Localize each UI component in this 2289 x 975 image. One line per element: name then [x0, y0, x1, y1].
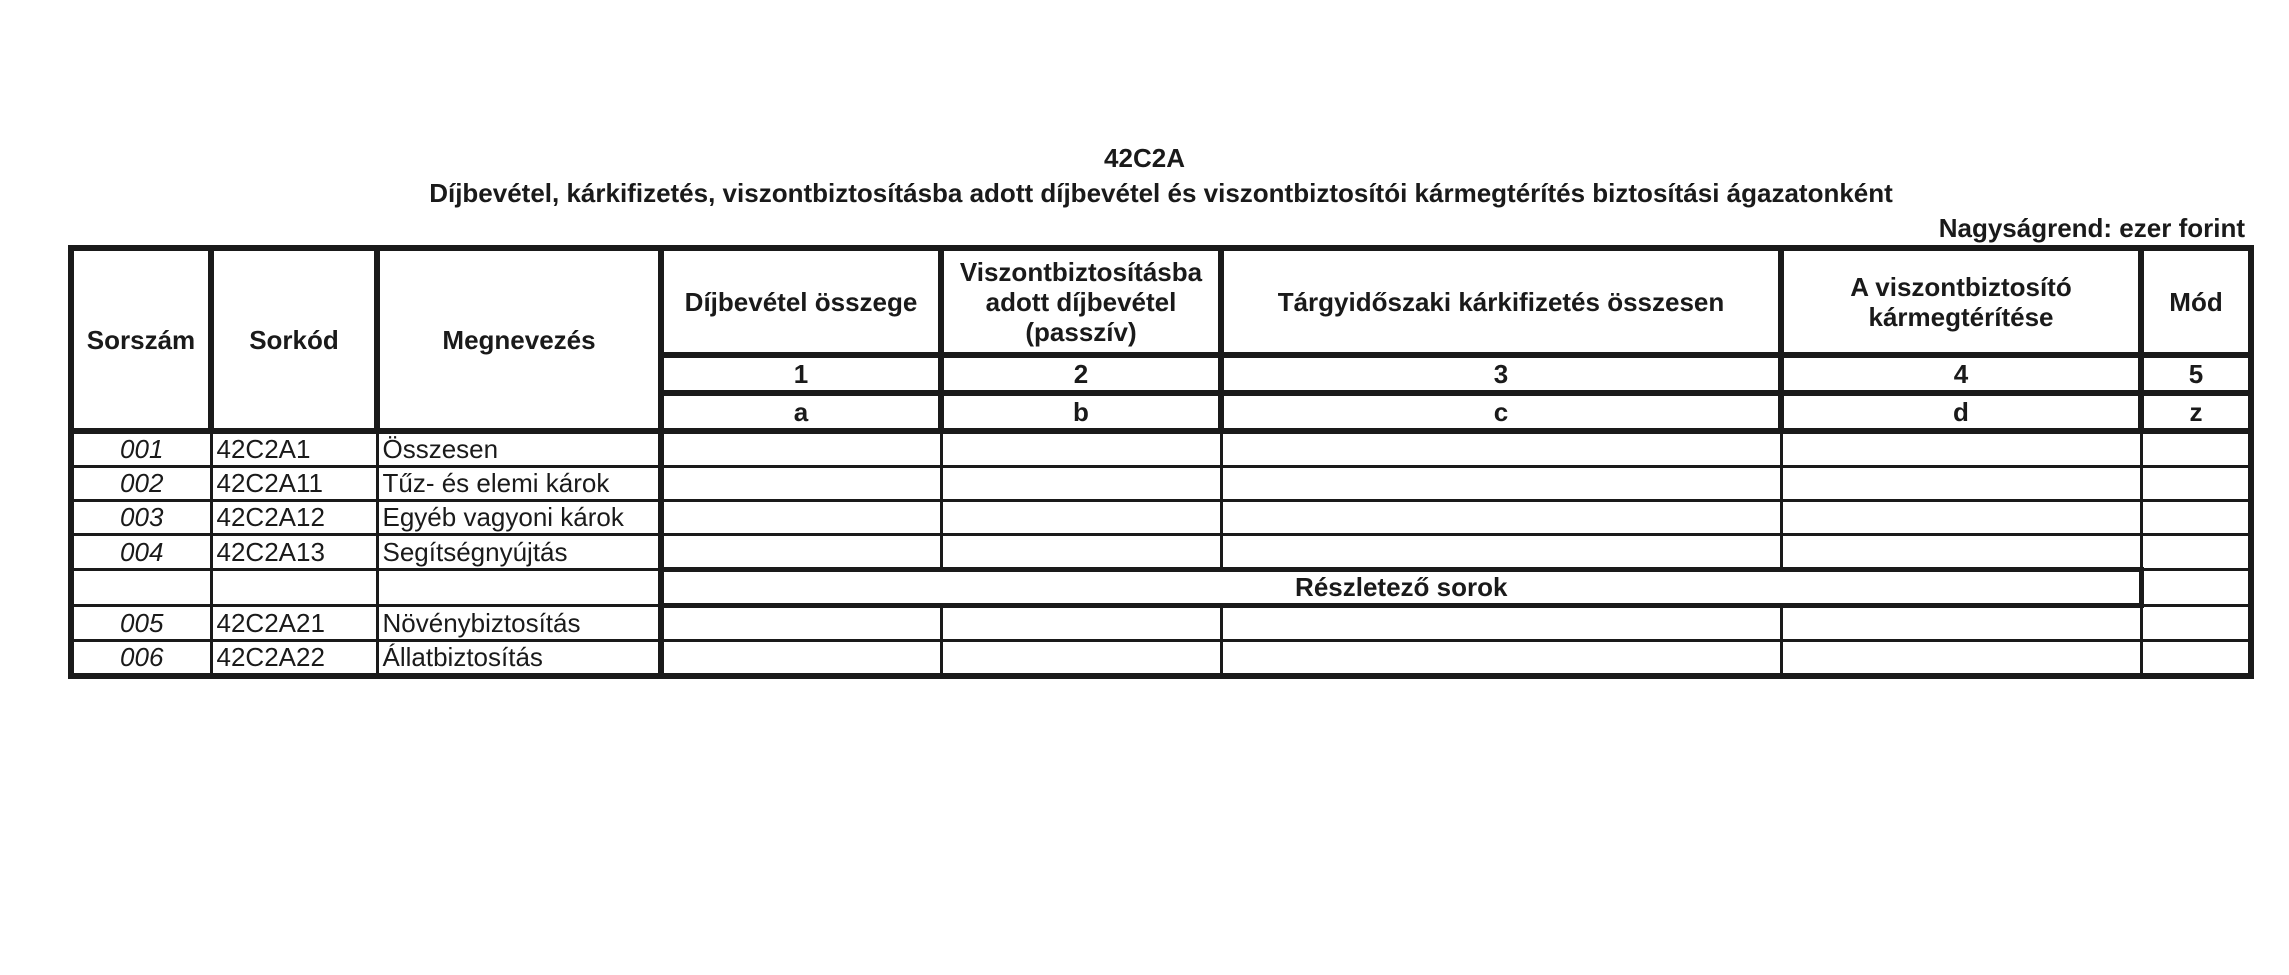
cell-col-a[interactable] [661, 431, 941, 467]
row-sorszam: 004 [71, 535, 211, 570]
detail-empty-megnevezes [377, 570, 661, 606]
form-code: 42C2A [1104, 143, 1185, 173]
row-sorszam: 005 [71, 606, 211, 641]
table-row [71, 501, 2251, 535]
header-col-d: A viszontbiztosító kármegtérítése [1781, 248, 2141, 355]
cell-col-d[interactable] [1781, 431, 2141, 467]
cell-col-z[interactable] [2141, 535, 2251, 570]
column-letter-b: b [941, 393, 1221, 431]
cell-col-c[interactable] [1221, 467, 1781, 501]
cell-col-z[interactable] [2141, 467, 2251, 501]
data-table [68, 245, 2254, 679]
column-letter-d: d [1781, 393, 2141, 431]
column-letter-a: a [661, 393, 941, 431]
row-megnevezes: Összesen [377, 431, 661, 467]
cell-col-b[interactable] [941, 535, 1221, 570]
row-sorszam: 002 [71, 467, 211, 501]
detail-empty-sorkod [211, 570, 377, 606]
detail-empty-sorszam [71, 570, 211, 606]
cell-col-d[interactable] [1781, 467, 2141, 501]
cell-col-z[interactable] [2141, 641, 2251, 677]
table-row [71, 641, 2251, 677]
row-megnevezes: Segítségnyújtás [377, 535, 661, 570]
cell-col-c[interactable] [1221, 501, 1781, 535]
cell-col-a[interactable] [661, 606, 941, 641]
cell-col-d[interactable] [1781, 501, 2141, 535]
row-sorkod: 42C2A21 [211, 606, 377, 641]
cell-col-a[interactable] [661, 501, 941, 535]
cell-col-c[interactable] [1221, 535, 1781, 570]
row-megnevezes: Tűz- és elemi károk [377, 467, 661, 501]
table-row [71, 467, 2251, 501]
cell-col-b[interactable] [941, 467, 1221, 501]
header-col-a: Díjbevétel összege [661, 248, 941, 355]
cell-col-b[interactable] [941, 501, 1221, 535]
cell-col-z[interactable] [2141, 501, 2251, 535]
detail-header-row [71, 570, 2251, 606]
header-sorkod: Sorkód [211, 248, 377, 431]
detail-empty-mod [2141, 570, 2251, 606]
cell-col-c[interactable] [1221, 641, 1781, 677]
column-letter-z: z [2141, 393, 2251, 431]
column-number-3: 3 [1221, 355, 1781, 393]
row-sorkod: 42C2A1 [211, 431, 377, 467]
row-sorkod: 42C2A22 [211, 641, 377, 677]
header-sorszam: Sorszám [71, 248, 211, 431]
cell-col-c[interactable] [1221, 431, 1781, 467]
cell-col-d[interactable] [1781, 641, 2141, 677]
row-sorszam: 001 [71, 431, 211, 467]
cell-col-d[interactable] [1781, 606, 2141, 641]
table-row [71, 431, 2251, 467]
row-sorkod: 42C2A11 [211, 467, 377, 501]
column-number-1: 1 [661, 355, 941, 393]
table-row [71, 535, 2251, 570]
table-row [71, 606, 2251, 641]
cell-col-d[interactable] [1781, 535, 2141, 570]
unit-note: Nagyságrend: ezer forint [1938, 213, 2245, 243]
column-number-4: 4 [1781, 355, 2141, 393]
row-megnevezes: Állatbiztosítás [377, 641, 661, 677]
column-letter-c: c [1221, 393, 1781, 431]
cell-col-z[interactable] [2141, 606, 2251, 641]
column-number-2: 2 [941, 355, 1221, 393]
header-col-b: Viszontbiztosításba adott díjbevétel (passzív) [941, 248, 1221, 355]
form-title: Díjbevétel, kárkifizetés, viszontbiztosításba adott díjbevétel és viszontbiztosítói kármegtérítés biztosítási ágazatonként [429, 178, 1893, 208]
header-col-z: Mód [2141, 248, 2251, 355]
cell-col-c[interactable] [1221, 606, 1781, 641]
row-megnevezes: Egyéb vagyoni károk [377, 501, 661, 535]
row-sorszam: 006 [71, 641, 211, 677]
row-megnevezes: Növénybiztosítás [377, 606, 661, 641]
row-sorkod: 42C2A12 [211, 501, 377, 535]
column-number-5: 5 [2141, 355, 2251, 393]
cell-col-b[interactable] [941, 606, 1221, 641]
header-megnevezes: Megnevezés [377, 248, 661, 431]
cell-col-a[interactable] [661, 535, 941, 570]
cell-col-b[interactable] [941, 431, 1221, 467]
cell-col-a[interactable] [661, 641, 941, 677]
row-sorkod: 42C2A13 [211, 535, 377, 570]
cell-col-z[interactable] [2141, 431, 2251, 467]
cell-col-b[interactable] [941, 641, 1221, 677]
header-col-c: Tárgyidőszaki kárkifizetés összesen [1221, 248, 1781, 355]
row-sorszam: 003 [71, 501, 211, 535]
detail-rows-label: Részletező sorok [661, 570, 2141, 606]
cell-col-a[interactable] [661, 467, 941, 501]
